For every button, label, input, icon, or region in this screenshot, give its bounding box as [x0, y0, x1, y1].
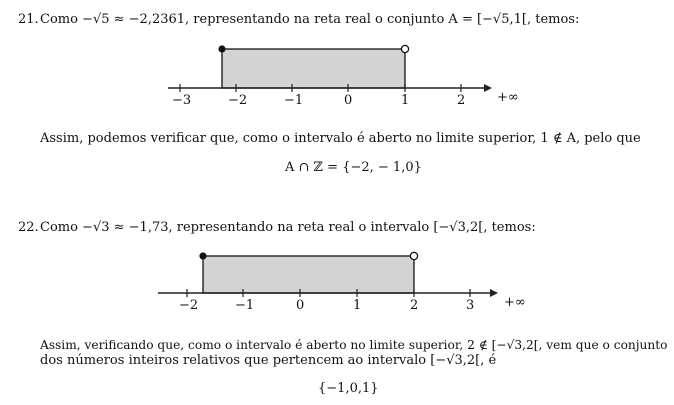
tick-label: 2: [457, 93, 466, 108]
tick-label: −2: [228, 93, 248, 108]
tick-label: 2: [410, 298, 419, 313]
exercise-21-result: A ∩ ℤ = {−2, − 1,0}: [285, 160, 422, 175]
tick-label: −2: [179, 298, 199, 313]
tick-label: 3: [466, 298, 475, 313]
tick-label: 1: [401, 93, 410, 108]
number-line-21-arrow: [484, 84, 492, 92]
infinity-label: +∞: [497, 90, 519, 105]
tick-label: −3: [172, 93, 192, 108]
tick-label: 0: [296, 298, 305, 313]
interval-21-region: [222, 49, 405, 88]
exercise-21-statement: Como −√5 ≈ −2,2361, representando na reta real o conjunto A = [−√5,1[, temos:: [40, 12, 580, 27]
interval-22-closed-endpoint: [199, 252, 206, 259]
number-line-22: [158, 252, 498, 297]
interval-22-open-endpoint: [410, 252, 417, 259]
interval-21-open-endpoint: [401, 45, 408, 52]
tick-label: −1: [284, 93, 304, 108]
exercise-22-conclusion-line-2: dos números inteiros relativos que pertencem ao intervalo [−√3,2[, é: [40, 353, 497, 368]
tick-label: 1: [353, 298, 362, 313]
number-line-21: [168, 45, 492, 92]
exercise-22-result: {−1,0,1}: [318, 381, 379, 396]
infinity-label: +∞: [504, 295, 526, 310]
number-line-22-arrow: [490, 289, 498, 297]
exercise-22-statement: Como −√3 ≈ −1,73, representando na reta real o intervalo [−√3,2[, temos:: [40, 220, 536, 235]
interval-22-region: [203, 256, 414, 293]
interval-21-closed-endpoint: [218, 45, 225, 52]
exercise-21-conclusion: Assim, podemos verificar que, como o intervalo é aberto no limite superior, 1 ∉ A, pelo que: [40, 131, 641, 146]
exercise-21-number: 21.: [18, 12, 39, 27]
exercise-22-number: 22.: [18, 220, 39, 235]
exercise-22-conclusion-line-1: Assim, verificando que, como o intervalo é aberto no limite superior, 2 ∉ [−√3,2[, vem que o conjunto: [40, 338, 668, 352]
tick-label: 0: [344, 93, 353, 108]
tick-label: −1: [235, 298, 255, 313]
